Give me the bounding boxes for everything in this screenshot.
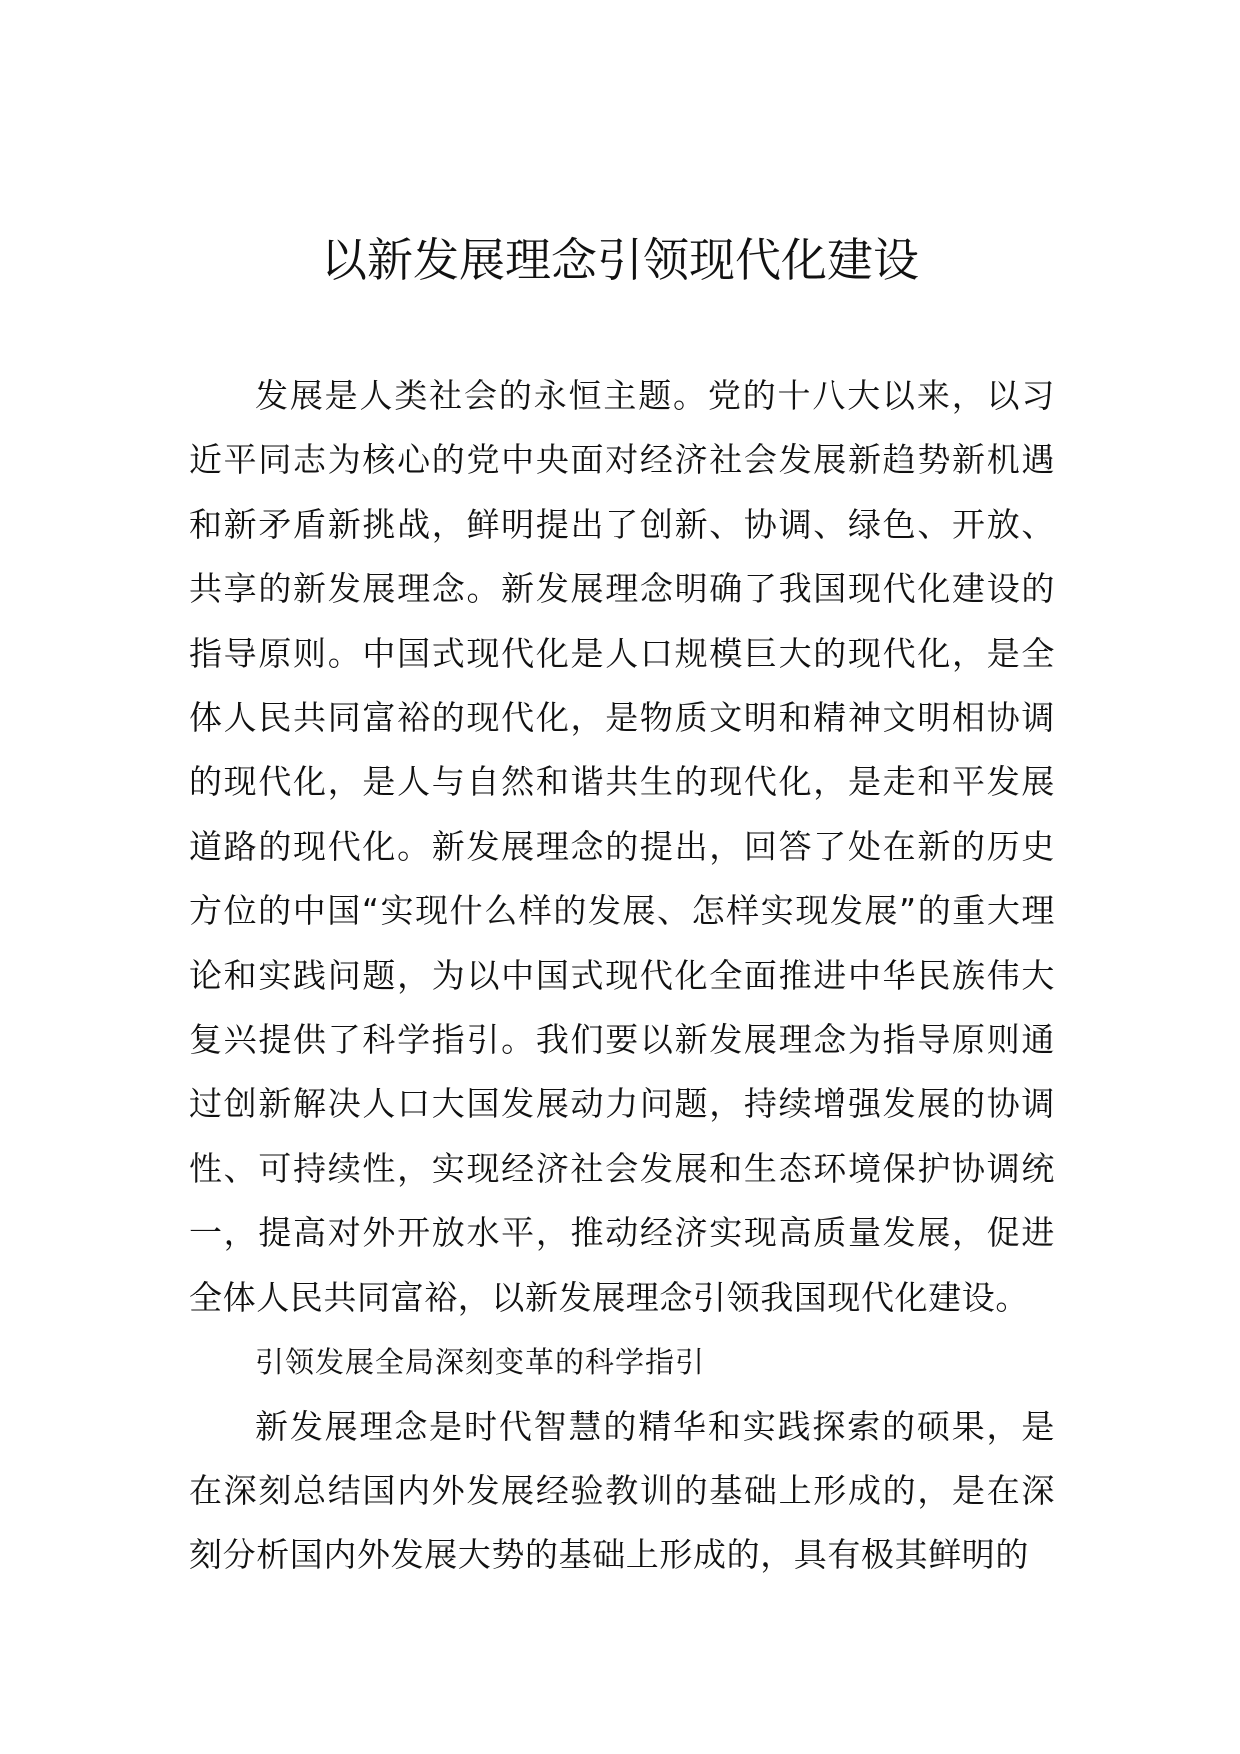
section-subheading: 引领发展全局深刻变革的科学指引	[255, 1345, 706, 1380]
document-title: 以新发展理念引领现代化建设	[321, 233, 919, 287]
intro-paragraph: 发展是人类社会的永恒主题。党的十八大以来，以习近平同志为核心的党中央面对经济社会发展新趋势新机遇和新矛盾新挑战，鲜明提出了创新、协调、绿色、开放、共享的新发展理念。新发展理念明确了我国现代化建设的指导原则。中国式现代化是人口规模巨大的现代化，是全体人民共同富裕的现代化，是物质文明和精神文明相协调的现代化，是人与自然和谐共生的现代化，是走和平发展道路的现代化。新发展理念的提出，回答了处在新的历史方位的中国“实现什么样的发展、怎样实现发展”的重大理论和实践问题，为以中国式现代化全面推进中华民族伟大复兴提供了科学指引。我们要以新发展理念为指导原则通过创新解决人口大国发展动力问题，持续增强发展的协调性、可持续性，实现经济社会发展和生态环境保护协调统一，提高对外开放水平，推动经济实现高质量发展，促进全体人民共同富裕，以新发展理念引领我国现代化建设。	[189, 376, 1055, 1317]
section-paragraph: 新发展理念是时代智慧的精华和实践探索的硕果，是在深刻总结国内外发展经验教训的基础上形成的，是在深刻分析国内外发展大势的基础上形成的，具有极其鲜明的	[189, 1406, 1055, 1575]
document-body	[189, 364, 1055, 1588]
